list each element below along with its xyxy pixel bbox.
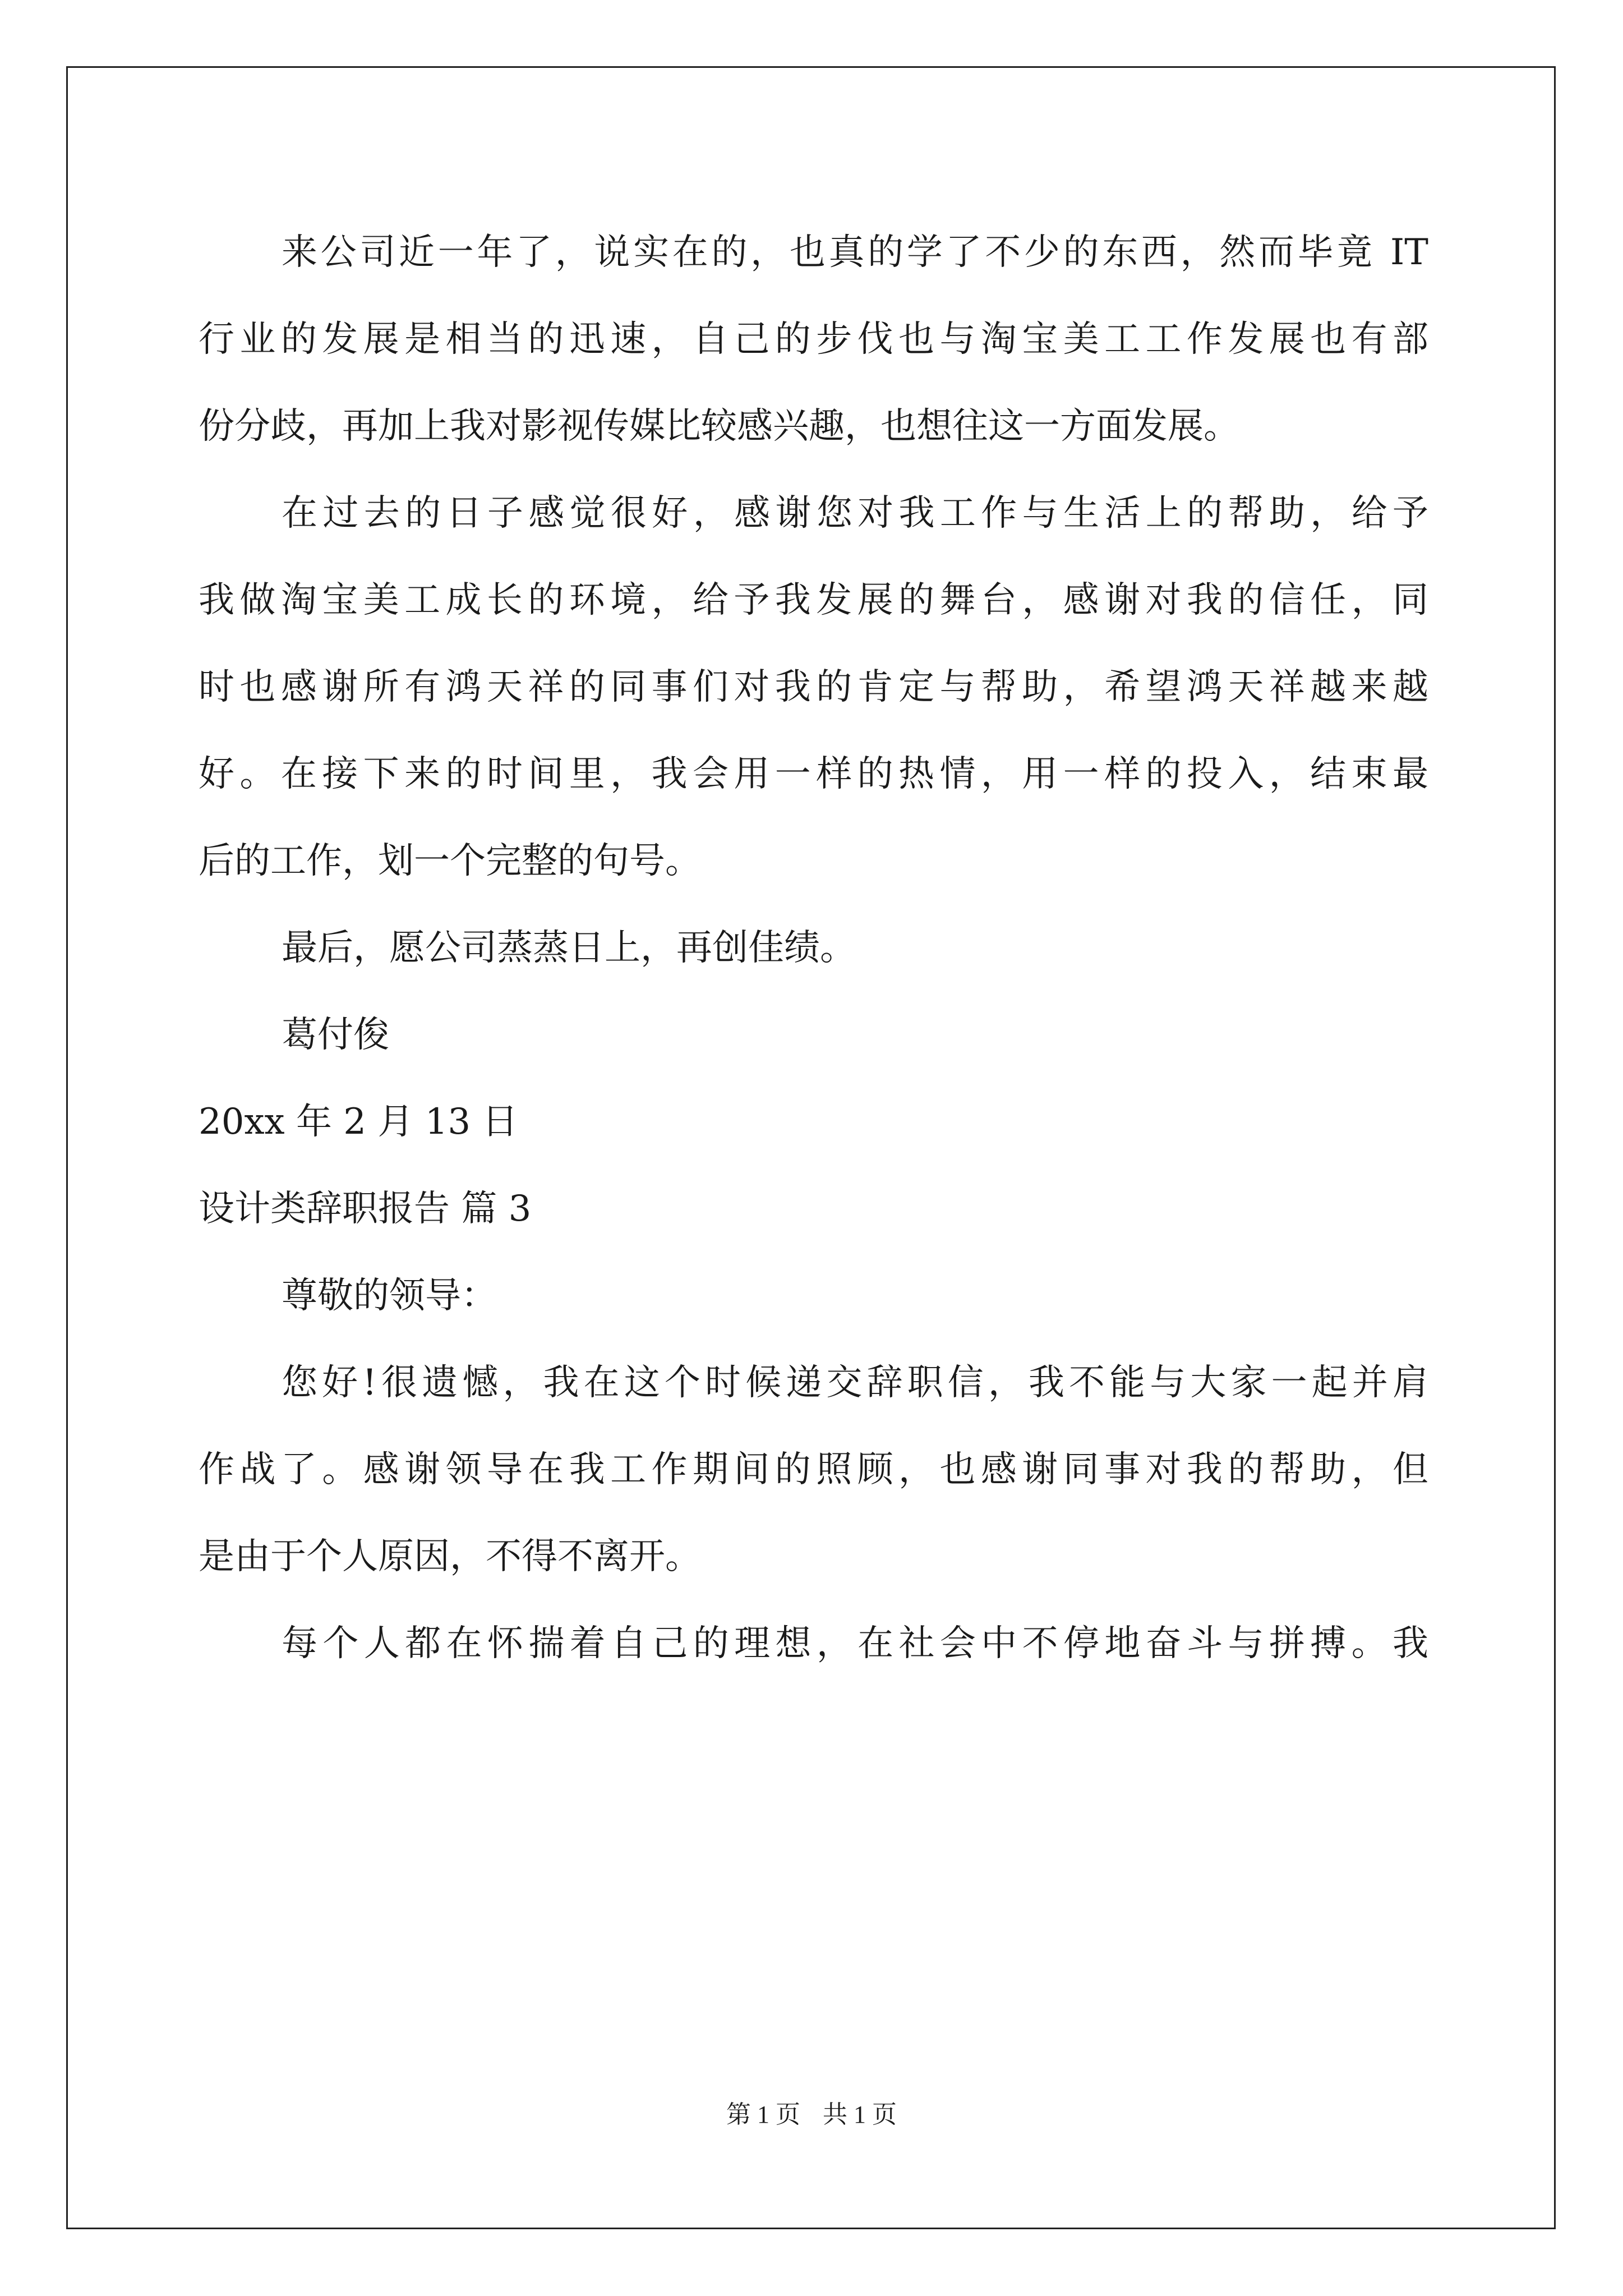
paragraph-line: 时也感谢所有鸿天祥的同事们对我的肯定与帮助，希望鸿天祥越来越 — [199, 666, 1428, 708]
paragraph-line: 份分歧，再加上我对影视传媒比较感兴趣，也想往这一方面发展。 — [199, 406, 1239, 447]
section-title: 设计类辞职报告 篇 3 — [199, 1188, 532, 1230]
signature-name: 葛付俊 — [282, 1014, 389, 1056]
paragraph-line: 行业的发展是相当的迅速，自己的步伐也与淘宝美工工作发展也有部 — [199, 319, 1428, 360]
closing-line: 最后，愿公司蒸蒸日上，再创佳绩。 — [282, 927, 856, 969]
paragraph-line: 是由于个人原因，不得不离开。 — [199, 1536, 701, 1577]
page-footer — [0, 2102, 1623, 2127]
paragraph-line: 后的工作，划一个完整的句号。 — [199, 840, 701, 882]
paragraph-line: 作战了。感谢领导在我工作期间的照顾，也感谢同事对我的帮助，但 — [199, 1449, 1428, 1490]
paragraph-line: 每个人都在怀揣着自己的理想，在社会中不停地奋斗与拼搏。我 — [282, 1623, 1428, 1664]
date-line: 20xx 年 2 月 13 日 — [199, 1101, 518, 1143]
paragraph-line: 来公司近一年了，说实在的，也真的学了不少的东西，然而毕竟 IT — [282, 232, 1428, 273]
paragraph-line: 我做淘宝美工成长的环境，给予我发展的舞台，感谢对我的信任，同 — [199, 579, 1428, 621]
page-total: 共 1 页 — [823, 2101, 897, 2128]
paragraph-line: 您好!很遗憾，我在这个时候递交辞职信，我不能与大家一起并肩 — [282, 1362, 1428, 1404]
page-number: 第 1 页 — [726, 2101, 800, 2128]
paragraph-line: 好。在接下来的时间里，我会用一样的热情，用一样的投入，结束最 — [199, 753, 1428, 795]
page-border — [66, 66, 1556, 2229]
salutation: 尊敬的领导： — [282, 1275, 497, 1317]
paragraph-line: 在过去的日子感觉很好，感谢您对我工作与生活上的帮助，给予 — [282, 493, 1428, 534]
